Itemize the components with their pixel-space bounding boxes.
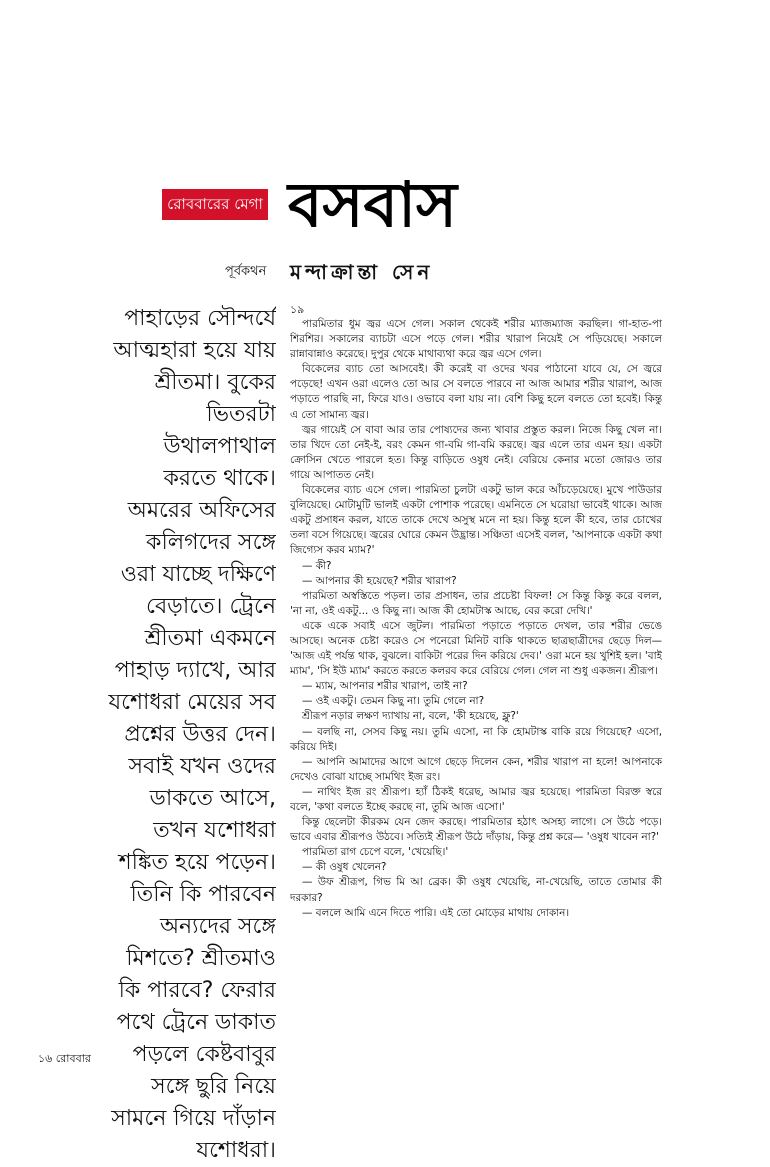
- section-tag: রোববারের মেগা: [162, 189, 268, 220]
- story-paragraph: বিকেলের ব্যাচ এসে গেল। পারমিতা চুলটা একটু ভাল করে আঁচড়েয়েছে। মুখে পাউডার বুলিয়েছে। মোটামুটি ভালই একটা পোশাক পরেছে। এমনিতে সে ঘরোয়া ভাবেই থাকে। আজ একটু প্রসাধন করল, যাতে তাকে দেখে অসুস্থ মনে না হয়। কিন্তু হলে কী হবে, তার চোখের তলা বসে গিয়েছে। জ্বরের ঘোরে কেমন উদ্ভ্রান্ত। সঞ্চিতা এসেই বলল, 'আপনাকে একটা কথা জিগ্যেস করব ম্যাম?': [290, 484, 662, 557]
- story-paragraph: — নাথিং ইজ রং শ্রীরূপ। হ্যাঁ ঠিকই ধরেছ, আমার জ্বর হয়েছে। পারমিতা বিরক্ত স্বরে বলে, 'কথা বলতে ইচ্ছে করছে না, তুমি আজ এসো।': [290, 785, 662, 813]
- story-paragraph: — আপনি আমাদের আগে আগে ছেড়ে দিলেন কেন, শরীর খারাপ না হলে! আপনাকে দেখেও বোঝা যাচ্ছে সামথিং ইজ রং।: [290, 755, 662, 783]
- prelude-label: পূর্বকথন: [225, 264, 267, 279]
- story-paragraph: — ওই একটু। তেমন কিছু না। তুমি গেলে না?: [302, 695, 485, 708]
- story-paragraph: — ম্যাম, আপনার শরীর খারাপ, তাই না?: [302, 680, 468, 693]
- story-body: [290, 302, 662, 1046]
- story-paragraph: বিকেলের ব্যাচ তো আসবেই। কী করেই বা ওদের খবর পাঠানো যাবে যে, সে জ্বরে পড়েছে! এখন ওরা এলেও তো আর সে বলতে পারবে না আজ আমার শরীর খারাপ, আজ পড়াতে পারছি না, ফিরে যাও। ওভাবে বলা যায় না। বেশি কিছু হলে বলতে তো হবেই। কিন্তু এ তো সামান্য জ্বর।: [290, 363, 662, 421]
- prelude-summary: পাহাড়ের সৌন্দর্যে আত্মহারা হয়ে যায় শ্রীতমা। বুকের ভিতরটা উথালপাথাল করতে থাকে। অমরের অফিসের কলিগদের সঙ্গে ওরা যাচ্ছে দক্ষিণে বেড়াতে। ট্রেনে শ্রীতমা একমনে পাহাড় দ্যাখে, আর যশোধরা মেয়ের সব প্রশ্নের উত্তর দেন। সবাই যখন ওদের ডাকতে আসে, তখন যশোধরা শঙ্কিত হয়ে পড়েন। তিনি কি পারবেন অন্যদের সঙ্গে মিশতে? শ্রীতমাও কি পারবে? ফেরার পথে ট্রেনে ডাকাত পড়লে কেষ্টবাবুর সঙ্গে ছুরি নিয়ে সামনে গিয়ে দাঁড়ান যশোধরা।: [108, 306, 276, 1163]
- magazine-name: রোববার: [55, 1052, 91, 1065]
- story-title: বসবাস: [288, 168, 457, 241]
- story-paragraph: পারমিতা অস্বস্তিতে পড়ল। তার প্রসাধন, তার প্রচেষ্টা বিফল! সে কিন্তু কিন্তু করে বলল, 'না না, ওই একটু... ও কিছু না। আজ কী হোমটাস্ক আছে, বের করো দেখি।': [290, 589, 662, 617]
- story-paragraph: — কী ওষুধ খেলেন?: [302, 861, 387, 874]
- page-footer: [38, 1050, 91, 1069]
- story-paragraph: জ্বর গায়েই সে বাবা আর তার পোষ্যদের জন্য খাবার প্রস্তুত করল। নিজে কিছু খেল না। তার খিদে তো নেই-ই, বরং কেমন গা-বমি গা-বমি করছে। জ্বর এলে তার এমন হয়। একটা ক্রোসিন খেতে পারলে হত। কিন্তু বাড়িতে ওষুধ নেই। বেরিয়ে কেনার মতো জোরও তার গায়ে আপাতত নেই।: [290, 423, 662, 481]
- story-paragraph: পারমিতা রাগ চেপে বলে, 'খেয়েছি।': [302, 846, 449, 859]
- story-paragraph: — আপনার কী হয়েছে? শরীর খারাপ?: [302, 574, 457, 587]
- story-paragraph: কিন্তু ছেলেটা কীরকম যেন জেদ করছে। পারমিতার হঠাৎ অসহ্য লাগে। সে উঠে পড়ে। ভাবে এবার শ্রীরূপও উঠবে। সত্যিই শ্রীরূপ উঠে দাঁড়ায়, কিন্তু প্রশ্ন করে— 'ওষুধ খাবেন না?': [290, 816, 662, 844]
- story-paragraph: — বললে আমি এনে দিতে পারি। এই তো মোড়ের মাথায় দোকান।: [302, 906, 570, 919]
- story-paragraph: — উফ শ্রীরূপ, গিভ মি আ ব্রেক। কী ওষুধ খেয়েছি, না-খেয়েছি, তাতে তোমার কী দরকার?: [290, 876, 662, 904]
- story-paragraph: শ্রীরূপ নড়ার লক্ষণ দ্যাখায় না, বলে, 'কী হয়েছে, ফ্লু?': [302, 710, 519, 723]
- chapter-number: ১৯: [290, 303, 305, 316]
- author-name: মন্দাক্রান্তা সেন: [290, 260, 434, 284]
- story-paragraph: — কী?: [302, 559, 332, 572]
- story-paragraph: — বলছি না, সেসব কিছু নয়। তুমি এসো, না কি হোমটাস্ক বাকি রয়ে গিয়েছে? এসো, করিয়ে দিই।: [290, 725, 662, 753]
- page-number: ১৬: [38, 1052, 53, 1065]
- story-paragraph: পারমিতার ধুম জ্বর এসে গেল। সকাল থেকেই শরীর ম্যাজম্যাজ করছিল। গা-হাত-পা শিরশির। সকালের ব্যাচটা এসে পড়ে গেল। শরীর খারাপ নিয়েই সে পড়িয়েছে। সকালে রান্নাবান্নাও করেছে। দুপুর থেকে মাথাব্যথা করে জ্বর এসে গেল।: [290, 318, 662, 361]
- story-paragraph: একে একে সবাই এসে জুটল। পারমিতা পড়াতে পড়াতে দেখল, তার শরীর ভেঙে আসছে। অনেক চেষ্টা করেও সে পনেরো মিনিট বাকি থাকতে ছাত্রছাত্রীদের ছেড়ে দিল— 'আজ এই পর্যন্ত থাক, বুঝলে। বাকিটা পরের দিন করিয়ে দেব।' ওরা মনে হয় খুশিই হল। 'বাই ম্যাম', 'সি ইউ ম্যাম' করতে করতে কলরব করে বেরিয়ে গেল। গেল না শুধু একজন। শ্রীরূপ।: [290, 619, 662, 678]
